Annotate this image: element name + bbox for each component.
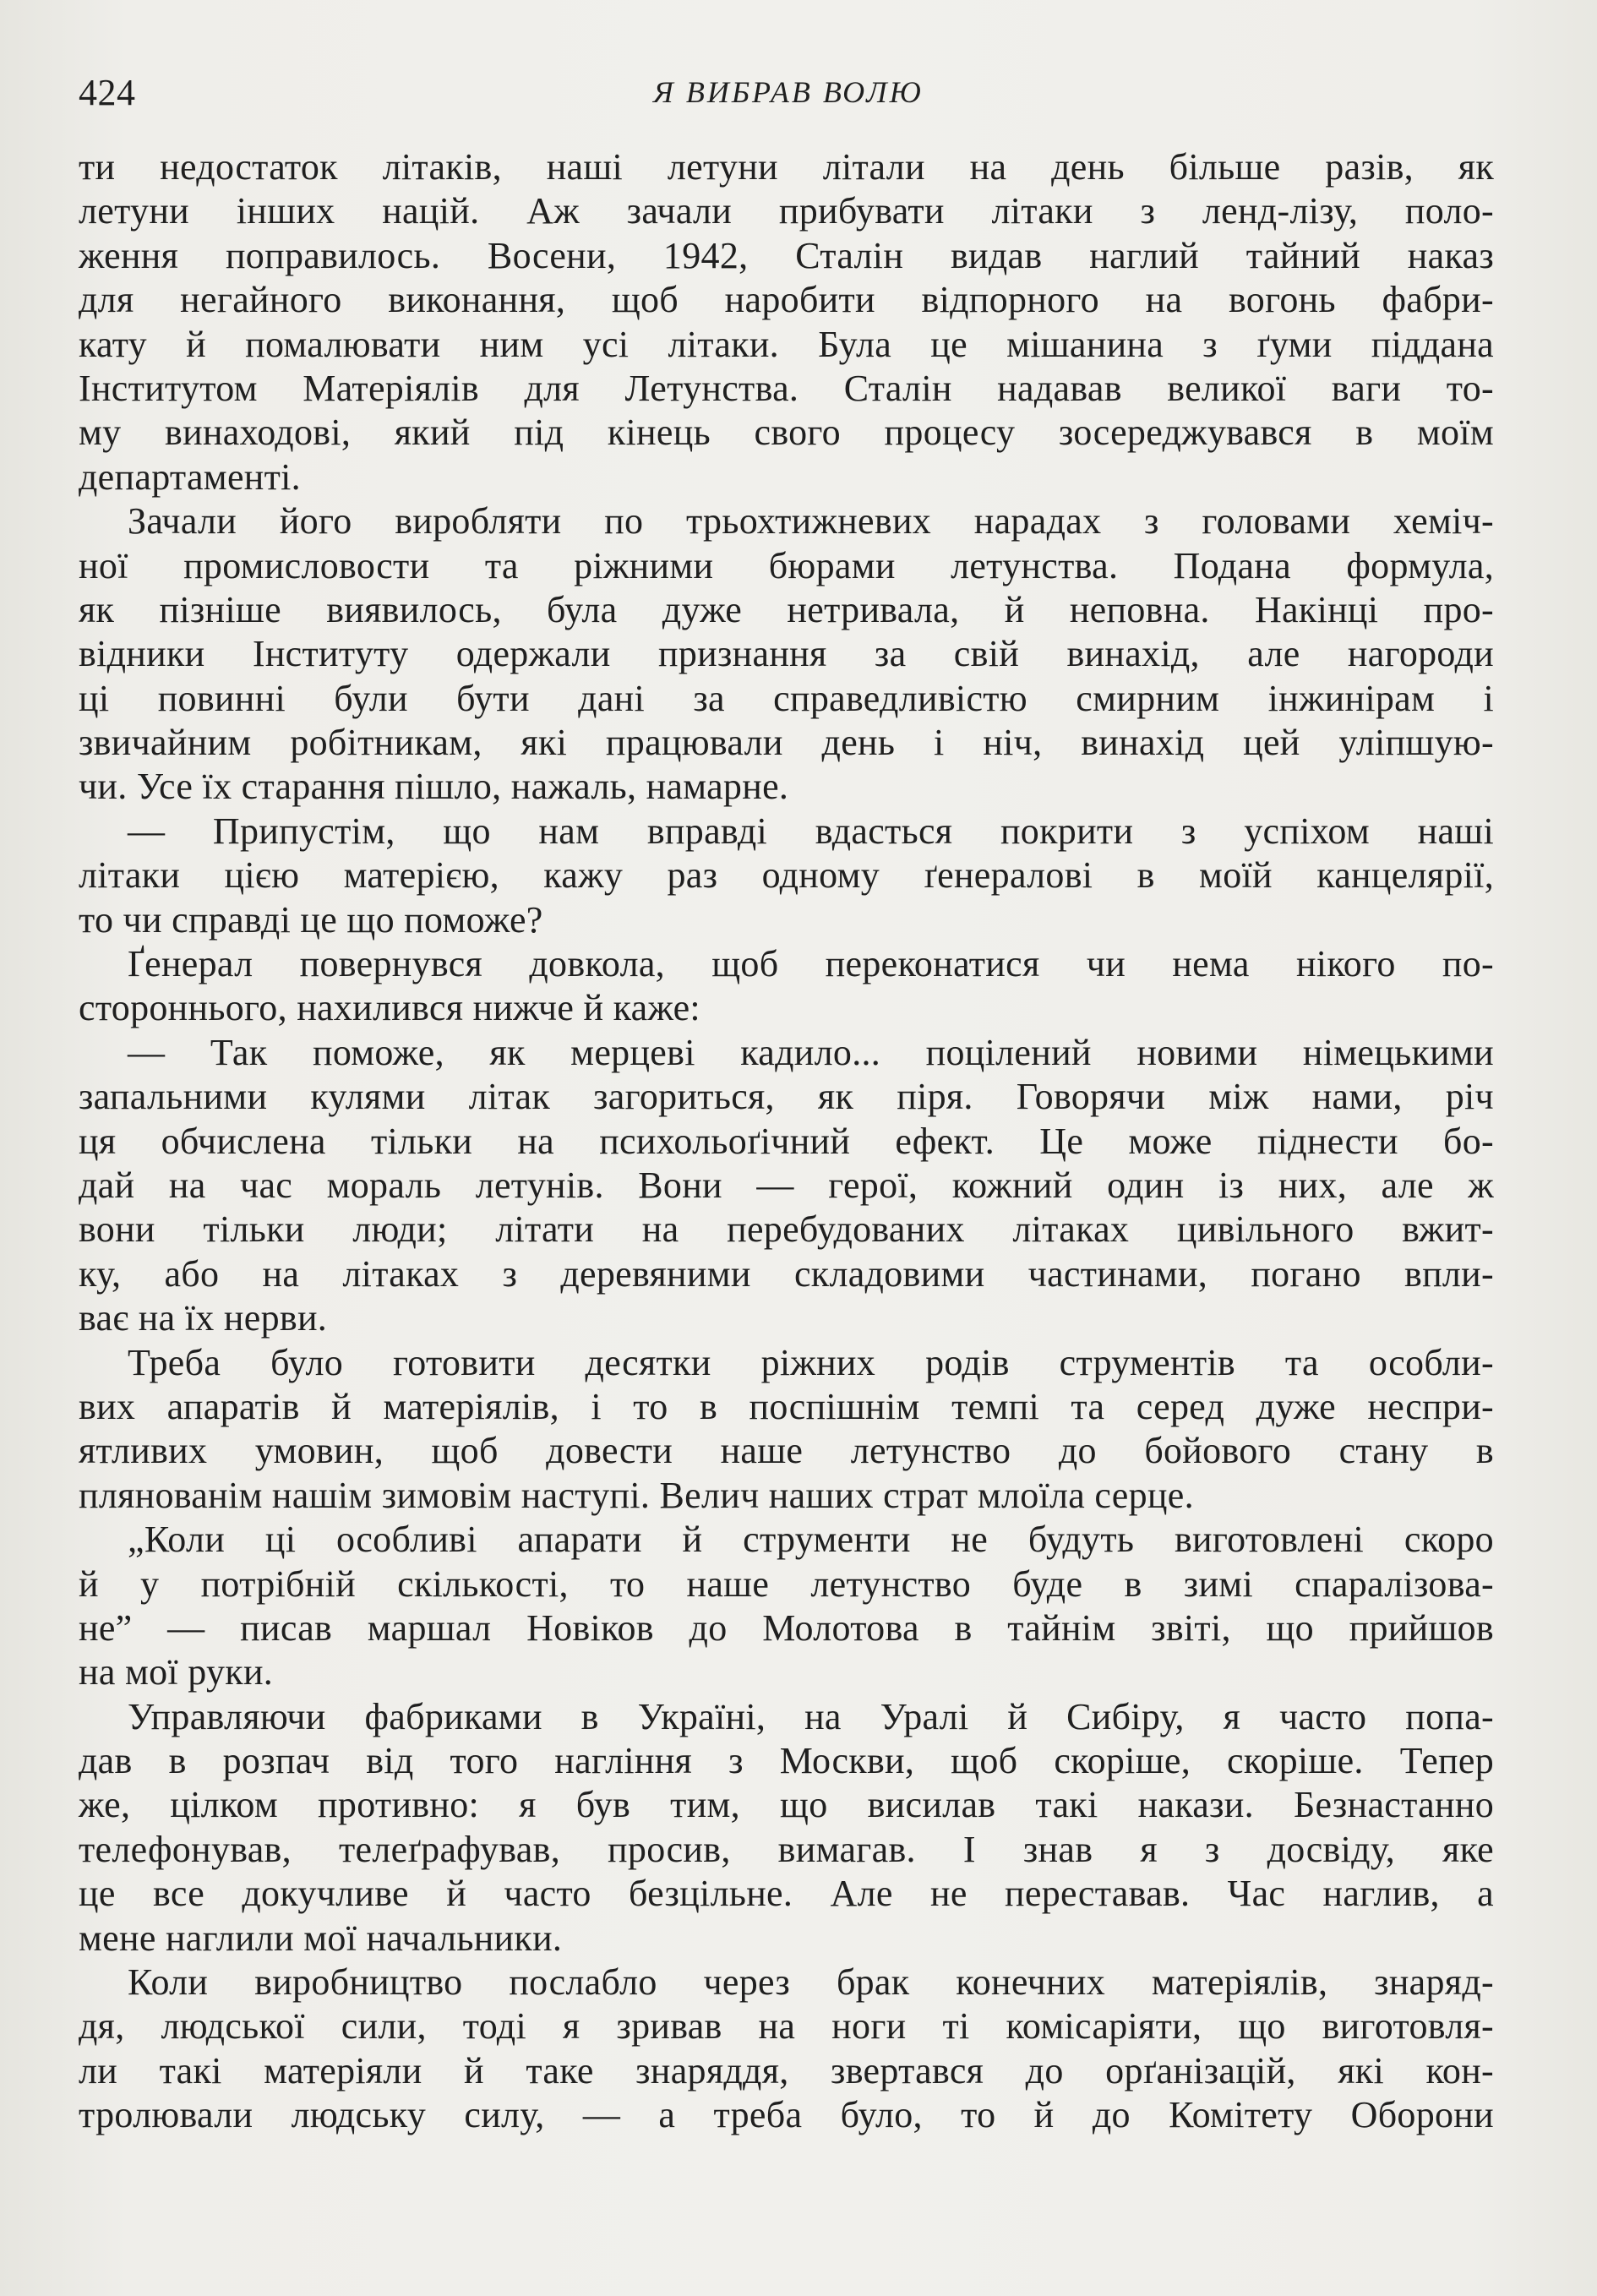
text-line: то чи справді це що поможе? bbox=[79, 898, 543, 941]
paragraph bbox=[79, 1518, 1494, 1695]
text-line: ли такі матеріяли й таке знаряддя, звертався до орґанізацій, які кон- bbox=[79, 2049, 1494, 2091]
text-line: же, цілком противно: я був тим, що висилав такі накази. Безнастанно bbox=[79, 1784, 1494, 1826]
paragraph bbox=[79, 1961, 1494, 2138]
text-line: Коли виробництво послабло через брак конечних матеріялів, знаряд- bbox=[128, 1961, 1494, 2004]
body-text bbox=[79, 145, 1494, 2138]
text-line: Інститутом Матеріялів для Летунства. Сталін надавав великої ваги то- bbox=[79, 367, 1494, 409]
text-line: звичайним робітникам, які працювали день і ніч, винахід цей уліпшую- bbox=[79, 722, 1494, 764]
text-line: „Коли ці особливі апарати й струменти не будуть виготовлені скоро bbox=[128, 1519, 1494, 1561]
paragraph bbox=[79, 1695, 1494, 1961]
text-line: це все докучливе й часто безцільне. Але не переставав. Час наглив, а bbox=[79, 1873, 1494, 1915]
text-line: ці повинні були бути дані за справедливістю смирним інжинірам і bbox=[79, 677, 1494, 719]
text-line: відники Інституту одержали признання за свій винахід, але нагороди bbox=[79, 633, 1494, 675]
text-line: Зачали його виробляти по трьохтижневих нарадах з головами хеміч- bbox=[128, 500, 1494, 543]
text-line: — Так поможе, як мерцеві кадило... поцілений новими німецькими bbox=[128, 1031, 1494, 1073]
text-line: летуни інших націй. Аж зачали прибувати літаки з ленд-лізу, поло- bbox=[79, 190, 1494, 232]
text-line: ця обчислена тільки на психольоґічний ефект. Це може піднести бо- bbox=[79, 1120, 1494, 1162]
text-line: ває на їх нерви. bbox=[79, 1297, 328, 1339]
text-line: департаменті. bbox=[79, 455, 301, 498]
text-line: ятливих умовин, щоб довести наше летунство до бойового стану в bbox=[79, 1430, 1494, 1472]
page-header bbox=[79, 71, 1498, 122]
text-line: дай на час мораль летунів. Вони — герої, кожний один із них, але ж bbox=[79, 1164, 1494, 1206]
text-line: й у потрібній скількості, то наше летунство буде в зимі спаралізова- bbox=[79, 1562, 1494, 1605]
text-line: як пізніше виявилось, була дуже нетривала, й неповна. Накінці про- bbox=[79, 588, 1494, 630]
paragraph bbox=[79, 1341, 1494, 1519]
text-line: дав в розпач від того нагління з Москви, щоб скоріше, скоріше. Тепер bbox=[79, 1740, 1494, 1782]
paragraph bbox=[79, 499, 1494, 810]
text-line: — Припустім, що нам вправді вдасться покрити з успіхом наші bbox=[128, 810, 1494, 852]
text-line: Треба було готовити десятки ріжних родів струментів та особли- bbox=[128, 1341, 1494, 1383]
text-line: для негайного виконання, щоб наробити відпорного на вогонь фабри- bbox=[79, 279, 1494, 321]
text-line: ти недостаток літаків, наші летуни літали на день більше разів, як bbox=[79, 146, 1494, 188]
text-line: плянованім нашім зимовім наступі. Велич наших страт млоїла серце. bbox=[79, 1474, 1194, 1516]
text-line: телефонував, телеґрафував, просив, вимагав. І знав я з досвіду, яке bbox=[79, 1828, 1494, 1870]
text-line: чи. Усе їх старання пішло, нажаль, намарне. bbox=[79, 766, 789, 808]
text-line: ку, або на літаках з деревяними складовими частинами, погано впли- bbox=[79, 1252, 1494, 1295]
text-line: вих апаратів й матеріялів, і то в поспішнім темпі та серед дуже неспри- bbox=[79, 1385, 1494, 1427]
text-line: Ґенерал повернувся довкола, щоб переконатися чи нема нікого по- bbox=[128, 943, 1494, 985]
text-line: стороннього, нахилився нижче й каже: bbox=[79, 987, 700, 1029]
page-number: 424 bbox=[79, 72, 136, 113]
text-line: запальними кулями літак загориться, як піря. Говорячи між нами, річ bbox=[79, 1076, 1494, 1118]
text-line: кату й помалювати ним усі літаки. Була це мішанина з ґуми піддана bbox=[79, 323, 1494, 365]
text-line: тролювали людську силу, — а треба було, то й до Комітету Оборони bbox=[79, 2094, 1494, 2136]
paragraph bbox=[79, 942, 1494, 1031]
text-line: дя, людської сили, тоді я зривав на ноги ті комісаріяти, що виготовля- bbox=[79, 2005, 1494, 2048]
text-line: вони тільки люди; літати на перебудованих літаках цивільного вжит- bbox=[79, 1208, 1494, 1251]
text-line: літаки цією матерією, кажу раз одному ґенералові в моїй канцелярії, bbox=[79, 854, 1494, 897]
running-title: Я ВИБРАВ ВОЛЮ bbox=[653, 75, 924, 109]
paragraph bbox=[79, 1031, 1494, 1341]
text-line: Управляючи фабриками в Україні, на Уралі й Сибіру, я часто попа- bbox=[128, 1695, 1494, 1737]
text-line: не” — писав маршал Новіков до Молотова в тайнім звіті, що прийшов bbox=[79, 1606, 1494, 1649]
text-line: на мої руки. bbox=[79, 1651, 274, 1693]
paragraph bbox=[79, 810, 1494, 942]
text-line: му винаходові, який під кінець свого процесу зосереджувався в моїм bbox=[79, 412, 1494, 454]
text-line: ної промисловости та ріжними бюрами летунства. Подана формула, bbox=[79, 544, 1494, 586]
text-line: мене наглили мої начальники. bbox=[79, 1917, 563, 1959]
text-line: ження поправилось. Восени, 1942, Сталін видав наглий тайний наказ bbox=[79, 234, 1494, 276]
paragraph bbox=[79, 145, 1494, 499]
